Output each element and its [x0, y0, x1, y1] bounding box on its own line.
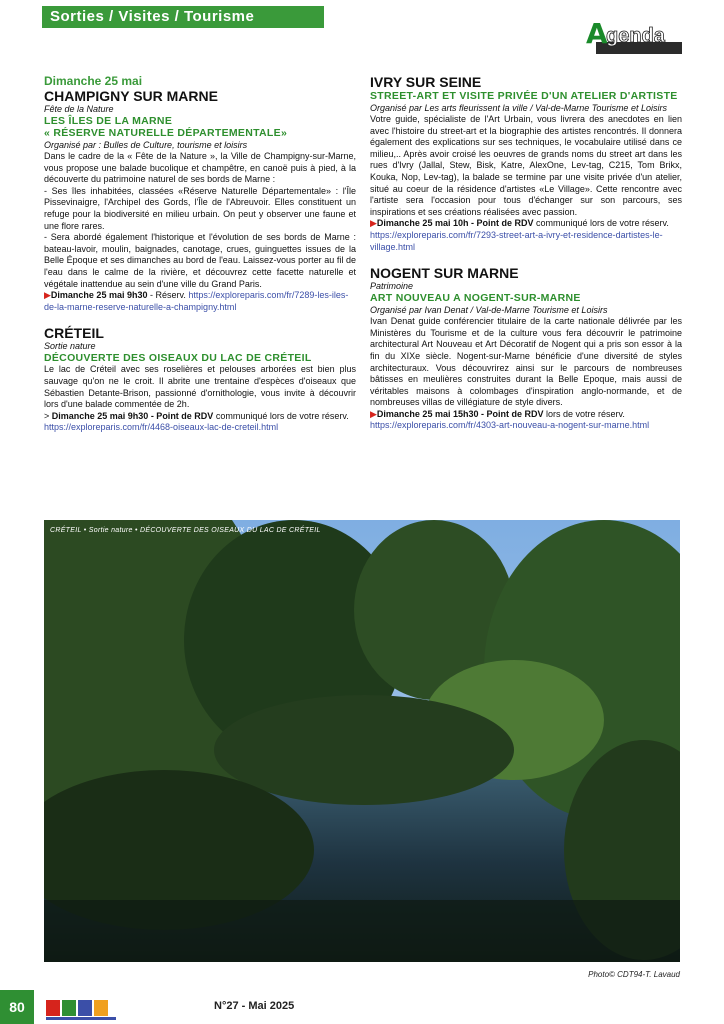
event-description: Dans le cadre de la « Fête de la Nature », la Ville de Champigny-sur-Marne, vous propose une balade bucolique et champêtre, en canoë puis à pied, à la découverte du patrimoine naturel de ses bords de Marne :	[44, 151, 356, 185]
event-title: ART NOUVEAU A NOGENT-SUR-MARNE	[370, 292, 581, 305]
right-column	[370, 74, 682, 432]
event-rdv: ▶Dimanche 25 mai 15h30 - Point de RDV lors de votre réserv. https://exploreparis.com/fr/4303-art-nouveau-a-nogent-sur-marne.html	[370, 408, 650, 431]
event-description: Ivan Denat guide conférencier titulaire de la carte nationale délivrée par les Ministères du Tourisme et de la culture vous fera découvrir le patrimoine architectural Art Nouveau et Art Décoratif de Nogent qui a pris son essor à la fin du XIXe siècle. Nogent-sur-Marne bénéficie d'une diversité de styles architecturaux. Vous découvrirez ainsi sur le parcours de nombreuses bâtisses en meulières construites durant la Belle Epoque, mais aussi de véritables maisons à colombages d'inspiration anglo-normande, et de nombreuses villas de villégiature de style divers.	[370, 316, 682, 408]
event-description: - Ses îles inhabitées, classées «Réserve Naturelle Départementale» : l'Île Pissevinaigre, l'Archipel des Gords, l'Île de l'Abreuvoir. Elles constituent un refuge pour la biodiversité en milieu urbain. On peut y observer une faune et une flore rares.	[44, 185, 356, 231]
photo-credit: Photo© CDT94-T. Lavaud	[588, 970, 680, 979]
event-organizer: Organisé par : Bulles de Culture, tourisme et loisirs	[44, 140, 248, 150]
event-subtitle: « RÉSERVE NATURELLE DÉPARTEMENTALE»	[44, 127, 288, 139]
lake-photo	[44, 520, 680, 962]
photo-caption: CRÉTEIL • Sortie nature • DÉCOUVERTE DES OISEAUX DU LAC DE CRÉTEIL	[50, 527, 321, 534]
event-link[interactable]: https://exploreparis.com/fr/4303-art-nouveau-a-nogent-sur-marne.html	[370, 420, 650, 431]
event-description: Votre guide, spécialiste de l'Art Urbain, vous livrera des anecdotes en lien avec l'histoire du street-art et la biographie des artistes rencontrés. Il donnera également des explications sur ses techniques, le vocabulaire utilisé dans ce milieu,.. Après avoir croisé les oeuvres de grands noms du street art dans les rues d'Ivry (Jallal, Stew, Bisk, Katre, AlexOne, Lev-tag, C215, Tom Brikx, Kouka, Nop, Lev-tag), la balade se termine par une visite privée d'un atelier, situé au coeur de la résidence d'artistes «Le Village». Cette rencontre avec l'artiste sera l'occasion pour tous d'échanger sur son parcours, ses inspirations et ses créations réalisées avec passion.	[370, 114, 682, 217]
event-category: Sortie nature	[44, 341, 96, 352]
triangle-bullet-icon: ▶	[44, 290, 51, 301]
event-rdv: ▶Dimanche 25 mai 9h30 - Réserv. https://exploreparis.com/fr/7289-les-iles-de-la-marne-reserve-naturelle-a-champigny.html	[44, 290, 349, 312]
event-title: DÉCOUVERTE DES OISEAUX DU LAC DE CRÉTEIL	[44, 352, 312, 365]
lake-photo-illustration	[44, 520, 680, 962]
event-city: CRÉTEIL	[44, 325, 104, 342]
event-description: - Sera abordé également l'historique et l'évolution de ses bords de Marne : bateau-lavoir, moulin, baignades, canotage, crues, guinguettes issues de la Belle Époque et ses dimanches au bord de l'eau. Laissez-vous porter au fil de l'eau dans le calme de la rivière, et découvrez cette facette naturelle et végétale inattendue au sein d'une ville du Grand Paris.	[44, 232, 356, 289]
event-organizer: Organisé par Les arts fleurissent la ville / Val-de-Marne Tourisme et Loisirs	[370, 103, 667, 113]
event-date: Dimanche 25 mai	[44, 74, 143, 88]
event-link[interactable]: https://exploreparis.com/fr/7293-street-art-a-ivry-et-residence-dartistes-le-village.html	[370, 229, 663, 252]
event-link[interactable]: https://exploreparis.com/fr/7289-les-iles-de-la-marne-reserve-naturelle-a-champigny.html	[44, 290, 349, 312]
agenda-logo-initial: A	[586, 17, 608, 50]
event-link[interactable]: https://exploreparis.com/fr/4468-oiseaux-lac-de-creteil.html	[44, 422, 279, 433]
event-city: NOGENT SUR MARNE	[370, 265, 519, 282]
event-city: IVRY SUR SEINE	[370, 74, 482, 90]
event-title: LES ÎLES DE LA MARNE	[44, 115, 173, 127]
event-title: STREET-ART ET VISITE PRIVÉE D'UN ATELIER D'ARTISTE	[370, 90, 678, 102]
section-banner: Sorties / Visites / Tourisme	[42, 6, 324, 28]
event-category: Patrimoine	[370, 281, 414, 292]
triangle-bullet-icon: ▶	[370, 218, 377, 229]
event-description: Le lac de Créteil avec ses roselières et pelouses arborées est bien plus sauvage qu'on ne le croit. Il abrite une trentaine d'espèces d'oiseaux que Sébastien Detante-Brison, passionné d'ornithologie, vous invite à découvrir lors d'une balade commentée de 2h.	[44, 364, 356, 410]
agenda-logo	[586, 18, 684, 50]
magazine-logo	[44, 996, 118, 1022]
event-city: CHAMPIGNY SUR MARNE	[44, 88, 218, 104]
issue-label: N°27 - Mai 2025	[214, 1000, 295, 1012]
event-rdv: ▶Dimanche 25 mai 10h - Point de RDV communiqué lors de votre réserv. https://exploreparis.com/fr/7293-street-art-a-ivry-et-residence-dartistes-le-village.html	[370, 218, 669, 252]
event-rdv: > Dimanche 25 mai 9h30 - Point de RDV communiqué lors de votre réserv. https://exploreparis.com/fr/4468-oiseaux-lac-de-creteil.html	[44, 410, 349, 433]
page-number: 80	[0, 990, 34, 1024]
triangle-bullet-icon: ▶	[370, 408, 377, 419]
event-category: Fête de la Nature	[44, 104, 114, 114]
agenda-logo-text: genda	[606, 25, 665, 47]
event-organizer: Organisé par Ivan Denat / Val-de-Marne Tourisme et Loisirs	[370, 305, 608, 316]
left-column	[44, 74, 356, 434]
